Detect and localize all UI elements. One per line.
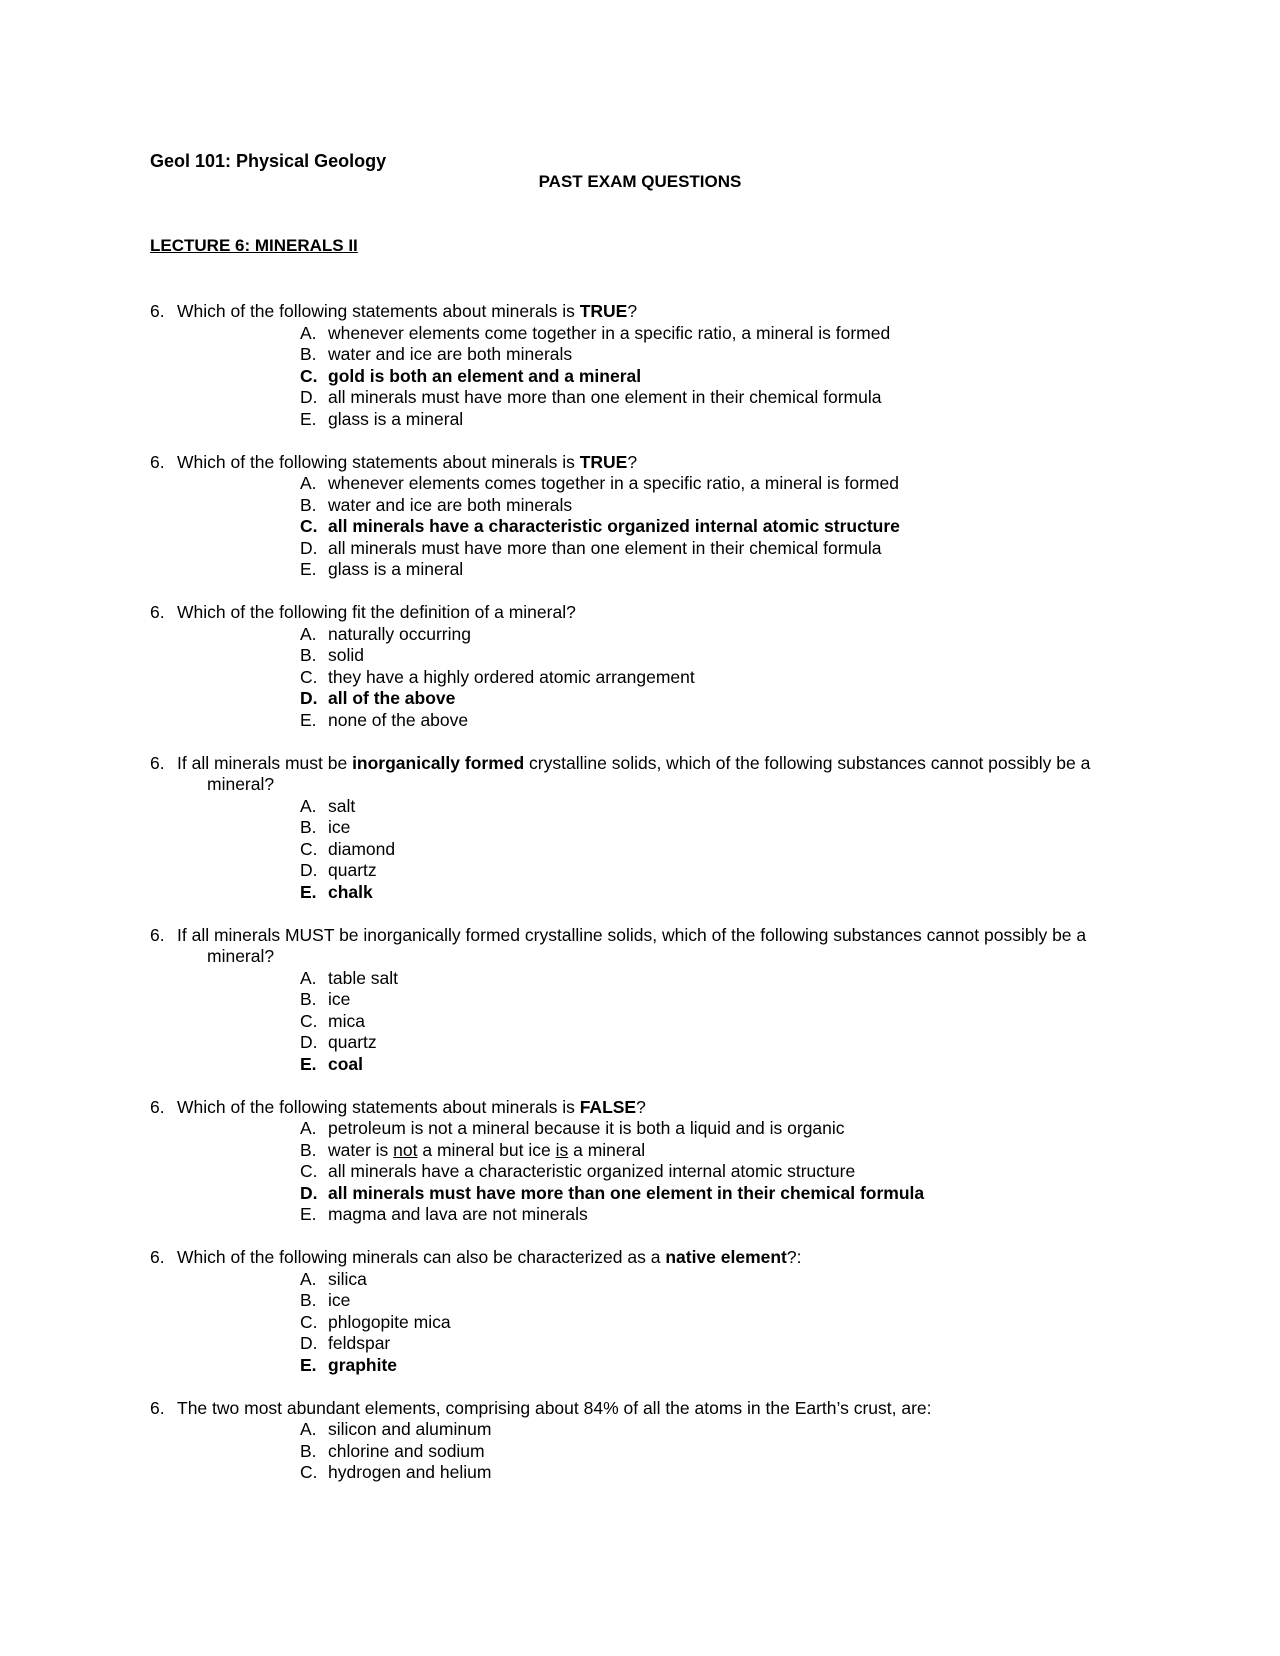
- option-text: salt: [328, 795, 356, 816]
- question-number: 6.: [150, 1096, 165, 1117]
- question-text: Which of the following minerals can also be characterized as a native element?:: [177, 1247, 802, 1267]
- option-text: diamond: [328, 838, 396, 859]
- answer-option: [300, 495, 1150, 517]
- option-text: solid: [328, 645, 364, 665]
- option-letter: E.: [300, 1204, 317, 1224]
- option-letter: D.: [300, 1333, 318, 1353]
- answer-option: [300, 559, 1150, 581]
- question-text: Which of the following fit the definition of a mineral?: [177, 602, 576, 622]
- option-text: all minerals have a characteristic organized internal atomic structure: [328, 1161, 856, 1181]
- question-text: If all minerals MUST be inorganically formed crystalline solids, which of the following substances cannot possibly be a mineral?: [177, 924, 1087, 966]
- answer-option: [300, 1312, 1150, 1334]
- answer-option-correct: [300, 688, 1150, 710]
- question-list: [150, 301, 1150, 1505]
- answer-option: [300, 817, 1150, 839]
- option-text: naturally occurring: [328, 623, 471, 644]
- answer-options: [150, 1419, 1150, 1484]
- answer-option: [300, 323, 1150, 345]
- option-letter: A.: [300, 795, 317, 816]
- lecture-heading: LECTURE 6: MINERALS II: [150, 236, 358, 255]
- answer-option: [300, 1140, 1150, 1162]
- option-letter: D.: [300, 1032, 318, 1052]
- answer-option: [300, 538, 1150, 560]
- answer-option: [300, 1204, 1150, 1226]
- option-letter: A.: [300, 1419, 317, 1439]
- option-text: gold is both an element and a mineral: [328, 365, 642, 386]
- question-number: 6.: [150, 602, 165, 622]
- option-text: whenever elements comes together in a specific ratio, a mineral is formed: [328, 473, 899, 493]
- question-stem: [150, 925, 1150, 968]
- option-letter: E.: [300, 559, 317, 579]
- course-title: Geol 101: Physical Geology: [150, 151, 387, 171]
- option-text: all minerals have a characteristic organized internal atomic structure: [328, 516, 900, 536]
- option-text: mica: [328, 1010, 365, 1031]
- answer-option: [300, 1269, 1150, 1291]
- question-stem: [150, 452, 1150, 474]
- option-letter: D.: [300, 537, 318, 558]
- option-letter: C.: [300, 1010, 318, 1031]
- question: [150, 1398, 1150, 1484]
- question-number: 6.: [150, 752, 165, 773]
- option-letter: D.: [300, 860, 318, 880]
- answer-option: [300, 860, 1150, 882]
- answer-options: [150, 1269, 1150, 1377]
- answer-options: [150, 323, 1150, 431]
- answer-option: [300, 989, 1150, 1011]
- answer-option: [300, 473, 1150, 495]
- option-text: all minerals must have more than one element in their chemical formula: [328, 537, 882, 558]
- option-text: whenever elements come together in a specific ratio, a mineral is formed: [328, 322, 891, 343]
- question: [150, 925, 1150, 1076]
- option-letter: E.: [300, 1053, 317, 1074]
- option-text: they have a highly ordered atomic arrangement: [328, 666, 695, 687]
- option-text: water and ice are both minerals: [328, 494, 573, 515]
- option-letter: D.: [300, 387, 318, 407]
- option-text: phlogopite mica: [328, 1311, 451, 1332]
- question-stem: [150, 753, 1150, 796]
- option-text: table salt: [328, 967, 399, 988]
- answer-option: [300, 387, 1150, 409]
- answer-option-correct: [300, 1355, 1150, 1377]
- answer-option: [300, 344, 1150, 366]
- answer-option: [300, 1032, 1150, 1054]
- option-text: chalk: [328, 881, 373, 902]
- option-letter: E.: [300, 881, 317, 902]
- answer-option: [300, 624, 1150, 646]
- option-letter: C.: [300, 1462, 318, 1482]
- option-text: coal: [328, 1053, 364, 1074]
- question: [150, 1247, 1150, 1376]
- option-text: glass is a mineral: [328, 408, 464, 429]
- option-text: ice: [328, 1290, 351, 1310]
- option-letter: A.: [300, 1268, 317, 1289]
- option-letter: E.: [300, 709, 317, 730]
- option-text: ice: [328, 989, 351, 1009]
- question-text: Which of the following statements about minerals is TRUE?: [177, 451, 638, 472]
- option-letter: B.: [300, 1139, 317, 1160]
- option-letter: C.: [300, 365, 318, 386]
- answer-options: [150, 473, 1150, 581]
- option-text: feldspar: [328, 1333, 391, 1353]
- option-letter: B.: [300, 494, 317, 515]
- question-stem: [150, 1097, 1150, 1119]
- option-text: water is not a mineral but ice is a mineral: [328, 1139, 646, 1160]
- option-letter: C.: [300, 666, 318, 687]
- option-letter: B.: [300, 1290, 317, 1310]
- answer-option-correct: [300, 1183, 1150, 1205]
- option-letter: A.: [300, 322, 317, 343]
- answer-option: [300, 796, 1150, 818]
- answer-option: [300, 1333, 1150, 1355]
- option-text: quartz: [328, 1032, 377, 1052]
- option-text: all of the above: [328, 688, 456, 708]
- answer-option-correct: [300, 882, 1150, 904]
- option-letter: A.: [300, 1118, 317, 1138]
- answer-option: [300, 1441, 1150, 1463]
- question-stem: [150, 301, 1150, 323]
- question-number: 6.: [150, 1397, 165, 1418]
- answer-option-correct: [300, 516, 1150, 538]
- option-letter: B.: [300, 817, 317, 837]
- answer-option: [300, 409, 1150, 431]
- option-text: hydrogen and helium: [328, 1462, 492, 1482]
- question-number: 6.: [150, 301, 165, 321]
- answer-option: [300, 710, 1150, 732]
- option-letter: B.: [300, 1440, 317, 1461]
- option-letter: B.: [300, 989, 317, 1009]
- option-text: chlorine and sodium: [328, 1440, 485, 1461]
- question-text: The two most abundant elements, comprising about 84% of all the atoms in the Earth’s crust, are:: [177, 1397, 932, 1418]
- option-text: magma and lava are not minerals: [328, 1204, 588, 1224]
- option-text: silicon and aluminum: [328, 1419, 492, 1439]
- answer-option: [300, 1161, 1150, 1183]
- option-text: quartz: [328, 860, 377, 880]
- option-letter: C.: [300, 1311, 318, 1332]
- option-letter: B.: [300, 344, 317, 364]
- answer-options: [150, 796, 1150, 904]
- option-text: all minerals must have more than one element in their chemical formula: [328, 387, 882, 407]
- answer-option: [300, 667, 1150, 689]
- answer-options: [150, 1118, 1150, 1226]
- option-text: all minerals must have more than one element in their chemical formula: [328, 1182, 925, 1203]
- option-letter: C.: [300, 1161, 318, 1181]
- option-letter: E.: [300, 408, 317, 429]
- option-text: silica: [328, 1268, 367, 1289]
- question: [150, 452, 1150, 581]
- option-text: petroleum is not a mineral because it is both a liquid and is organic: [328, 1118, 845, 1138]
- question-stem: [150, 602, 1150, 624]
- answer-option: [300, 1462, 1150, 1484]
- option-letter: D.: [300, 688, 318, 708]
- question-stem: [150, 1247, 1150, 1269]
- question: [150, 1097, 1150, 1226]
- question: [150, 602, 1150, 731]
- option-letter: B.: [300, 645, 317, 665]
- option-text: ice: [328, 817, 351, 837]
- document-title: PAST EXAM QUESTIONS: [538, 172, 742, 191]
- answer-option: [300, 839, 1150, 861]
- answer-option: [300, 645, 1150, 667]
- option-letter: C.: [300, 516, 318, 536]
- question: [150, 753, 1150, 904]
- answer-option: [300, 1419, 1150, 1441]
- option-text: water and ice are both minerals: [328, 344, 573, 364]
- answer-options: [150, 968, 1150, 1076]
- answer-option-correct: [300, 1054, 1150, 1076]
- question-number: 6.: [150, 451, 165, 472]
- option-letter: D.: [300, 1182, 318, 1203]
- answer-option-correct: [300, 366, 1150, 388]
- question-text: If all minerals must be inorganically formed crystalline solids, which of the following substances cannot possibly be a mineral?: [177, 752, 1091, 794]
- answer-option: [300, 1011, 1150, 1033]
- answer-option: [300, 1290, 1150, 1312]
- answer-option: [300, 968, 1150, 990]
- question-text: Which of the following statements about minerals is TRUE?: [177, 301, 638, 321]
- question-number: 6.: [150, 1247, 165, 1267]
- option-letter: E.: [300, 1354, 317, 1375]
- question-number: 6.: [150, 924, 165, 945]
- question: [150, 301, 1150, 430]
- option-letter: A.: [300, 967, 317, 988]
- option-letter: A.: [300, 473, 317, 493]
- option-text: graphite: [328, 1354, 398, 1375]
- option-text: none of the above: [328, 709, 469, 730]
- option-text: glass is a mineral: [328, 559, 464, 579]
- question-text: Which of the following statements about minerals is FALSE?: [177, 1096, 646, 1117]
- answer-option: [300, 1118, 1150, 1140]
- option-letter: C.: [300, 838, 318, 859]
- question-stem: [150, 1398, 1150, 1420]
- option-letter: A.: [300, 623, 317, 644]
- answer-options: [150, 624, 1150, 732]
